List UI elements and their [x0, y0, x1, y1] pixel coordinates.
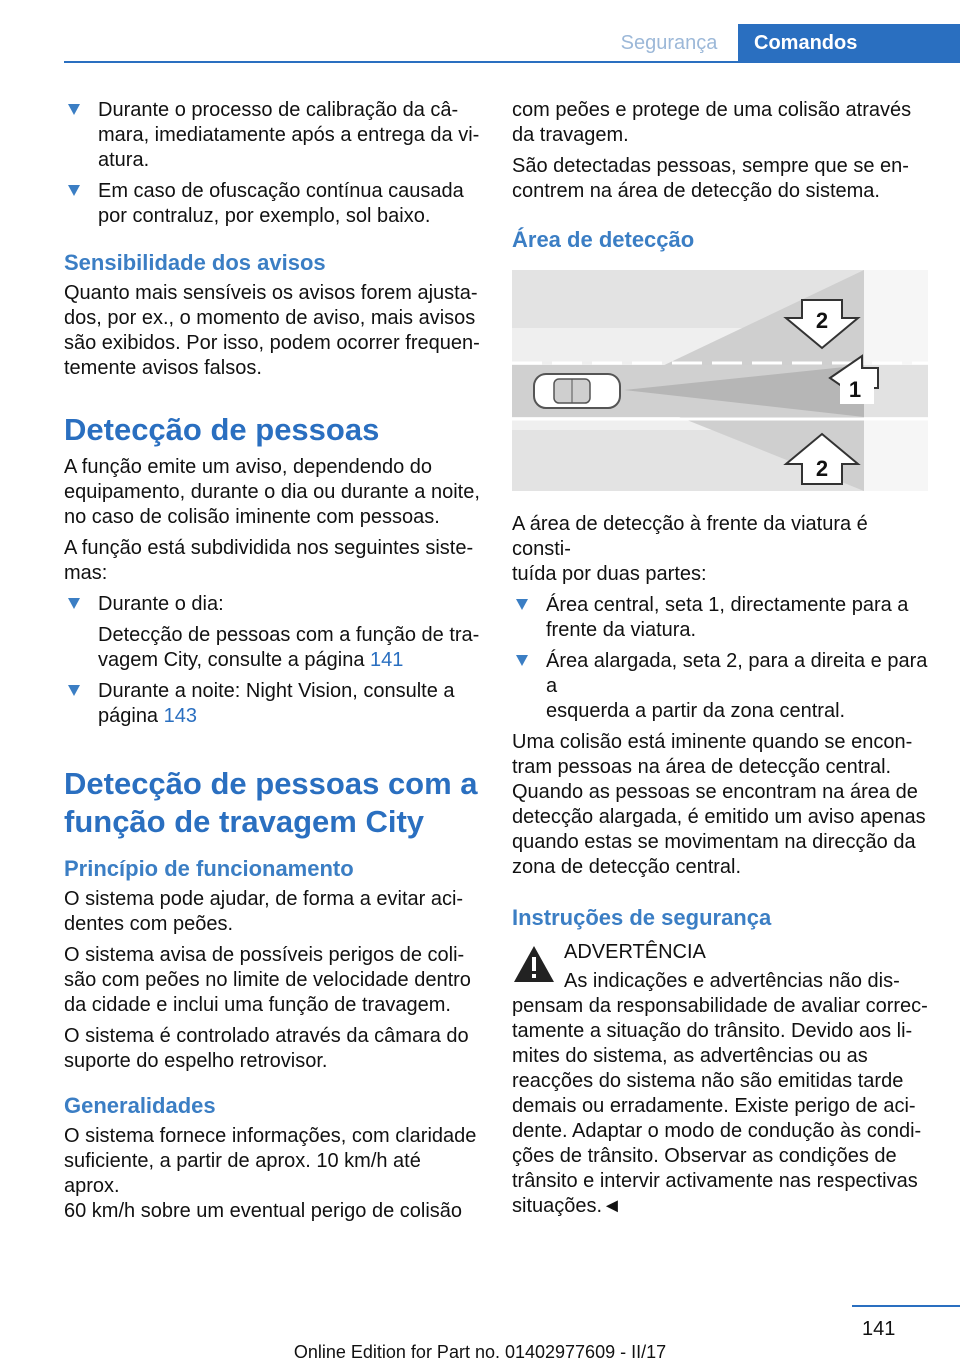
page-link-141[interactable]: 141 — [370, 649, 404, 671]
city-braking-heading: Detecção de pessoas com a função de travagem City — [64, 766, 478, 839]
continued-paragraph-2: São detectadas pessoas, sempre que se en- contrem na área de detecção do sistema. — [512, 155, 909, 202]
principle-paragraph-2: O sistema avisa de possíveis perigos de coli- são com peões no limite de velocidade dentro da cidade e inclui uma função de travagem. — [64, 944, 471, 1016]
svg-text:2: 2 — [815, 456, 829, 481]
warning-triangle-icon — [512, 944, 556, 984]
edition-footer: Online Edition for Part no. 01402977609 - II/17 — [293, 1342, 667, 1362]
list-item-day: Durante o dia: Detecção de pessoas com a função de tra- vagem City, consulte a página 141 — [64, 592, 480, 673]
header-rule — [64, 61, 960, 63]
sensitivity-heading: Sensibilidade dos avisos — [64, 250, 326, 275]
svg-text:2: 2 — [815, 308, 829, 333]
area-paragraph: A área de detecção à frente da viatura é consti- tuída por duas partes: — [512, 513, 868, 585]
warning-title: ADVERTÊNCIA — [564, 941, 706, 963]
right-column — [512, 98, 928, 1225]
principle-paragraph-1: O sistema pode ajudar, de forma a evitar aci- dentes com peões. — [64, 888, 464, 935]
page-number-rule — [852, 1305, 960, 1307]
person-detection-heading: Detecção de pessoas — [64, 412, 380, 447]
list-item: Em caso de ofuscação contínua causada por contraluz, por exemplo, sol baixo. — [64, 179, 480, 229]
detection-paragraph-2: A função está subdividida nos seguintes siste- mas: — [64, 537, 474, 584]
triangle-bullet-icon — [68, 185, 80, 196]
sensitivity-text: Quanto mais sensíveis os avisos forem ajusta- dos, por ex., o momento de aviso, mais avisos são exibidos. Por isso, podem ocorrer frequen- temente avisos falsos. — [64, 282, 480, 379]
continued-paragraph-1: com peões e protege de uma colisão através da travagem. — [512, 99, 912, 146]
list-item: Área alargada, seta 2, para a direita e para a esquerda a partir da zona central. — [512, 649, 928, 724]
triangle-bullet-icon — [516, 655, 528, 666]
section-tab[interactable]: Segurança — [620, 32, 718, 54]
safety-heading: Instruções de segurança — [512, 905, 772, 930]
triangle-bullet-icon — [68, 104, 80, 115]
principle-paragraph-3: O sistema é controlado através da câmara do suporte do espelho retrovisor. — [64, 1025, 469, 1072]
page-header — [0, 0, 960, 62]
triangle-bullet-icon — [68, 685, 80, 696]
svg-text:1: 1 — [848, 377, 862, 402]
warning-text: As indicações e advertências não dis- pensam da responsabilidade de avaliar correc- tamente a situação do trânsito. Devido aos li- mites do sistema, as advertências ou as reacções do sistema não são emitidas tarde demais ou erradamente. Existe perigo de aci- dente. Adaptar o modo de condução às condi- ções de trânsito. Observar as condições de trânsito e intervir activamente nas respectivas situações.◄ — [512, 970, 928, 1217]
triangle-bullet-icon — [516, 599, 528, 610]
detection-paragraph-1: A função emite um aviso, dependendo do equipamento, durante o dia ou durante a noite, no caso de colisão iminente com pessoas. — [64, 456, 480, 528]
car-icon — [534, 374, 620, 408]
page-link-143[interactable]: 143 — [163, 705, 197, 727]
detection-area-heading: Área de detecção — [512, 227, 695, 252]
list-item: Área central, seta 1, directamente para a frente da viatura. — [512, 593, 928, 643]
collision-paragraph: Uma colisão está iminente quando se encon- tram pessoas na área de detecção central. Quando as pessoas se encontram na área de detecção alargada, é emitido um aviso apenas quando estas se movimentam na direcção da zona de detecção central. — [512, 731, 926, 878]
warning-box — [512, 940, 928, 1219]
general-heading: Generalidades — [64, 1093, 216, 1118]
list-item-night: Durante a noite: Night Vision, consulte a página 143 — [64, 679, 480, 729]
triangle-bullet-icon — [68, 598, 80, 609]
page-number: 141 — [862, 1318, 896, 1340]
left-column — [64, 98, 480, 1230]
general-paragraph: O sistema fornece informações, com claridade suficiente, a partir de aprox. 10 km/h até aprox. 60 km/h sobre um eventual perigo de colisão — [64, 1125, 477, 1222]
detection-area-diagram — [512, 270, 928, 491]
list-item: Durante o processo de calibração da câ- mara, imediatamente após a entrega da vi- atura. — [64, 98, 480, 173]
chapter-tab[interactable]: Comandos — [738, 24, 960, 62]
principle-heading: Princípio de funcionamento — [64, 856, 354, 881]
